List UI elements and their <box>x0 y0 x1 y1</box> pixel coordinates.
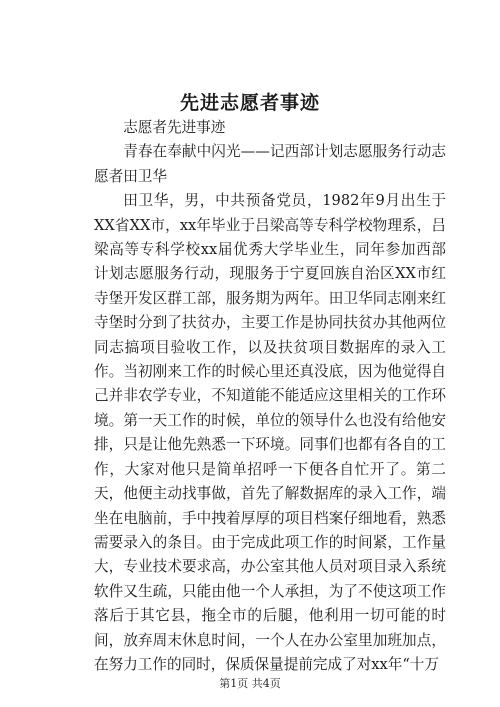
document-title: 先进志愿者事迹 <box>179 92 320 114</box>
page-number-footer: 第1页 共4页 <box>219 677 281 690</box>
article-subtitle: 青春在奉献中闪光——记西部计划志愿服务行动志愿者田卫华 <box>94 143 446 185</box>
document-body <box>94 116 446 677</box>
body-paragraph: 田卫华，男，中共预备党员，1982年9月出生于XX省XX市，xx年毕业于吕梁高等专科学校物理系，吕梁高等专科学校xx届优秀大学毕业生，同年参加西部计划志愿服务行动，现服务于宁夏回族自治区XX市红寺堡开发区群工部，服务期为两年。田卫华同志刚来红寺堡时分到了扶贫办，主要工作是协同扶贫办其他两位同志搞项目验收工作，以及扶贫项目数据库的录入工作。当初刚来工作的时候心里还真没底，因为他觉得自己并非农学专业，不知道能不能适应这里相关的工作环境。第一天工作的时候，单位的领导什么也没有给他安排，只是让他先熟悉一下环境。同事们也都有各自的工作，大家对他只是简单招呼一下便各自忙开了。第二天，他便主动找事做，首先了解数据库的录入工作，端坐在电脑前，手中拽着厚厚的项目档案仔细地看，熟悉需要录入的条目。由于完成此项工作的时间紧，工作量大，专业技术要求高，办公室其他人员对项目录入系统软件又生疏，只能由他一个人承担，为了不使这项工作落后于其它县，拖全市的后腿，他利用一切可能的时间，放弃周末休息时间，一个人在办公室里加班加点，在努力工作的同时，保质保量提前完成了对xx年“十万 <box>94 192 446 673</box>
section-heading: 志愿者先进事迹 <box>123 119 226 136</box>
